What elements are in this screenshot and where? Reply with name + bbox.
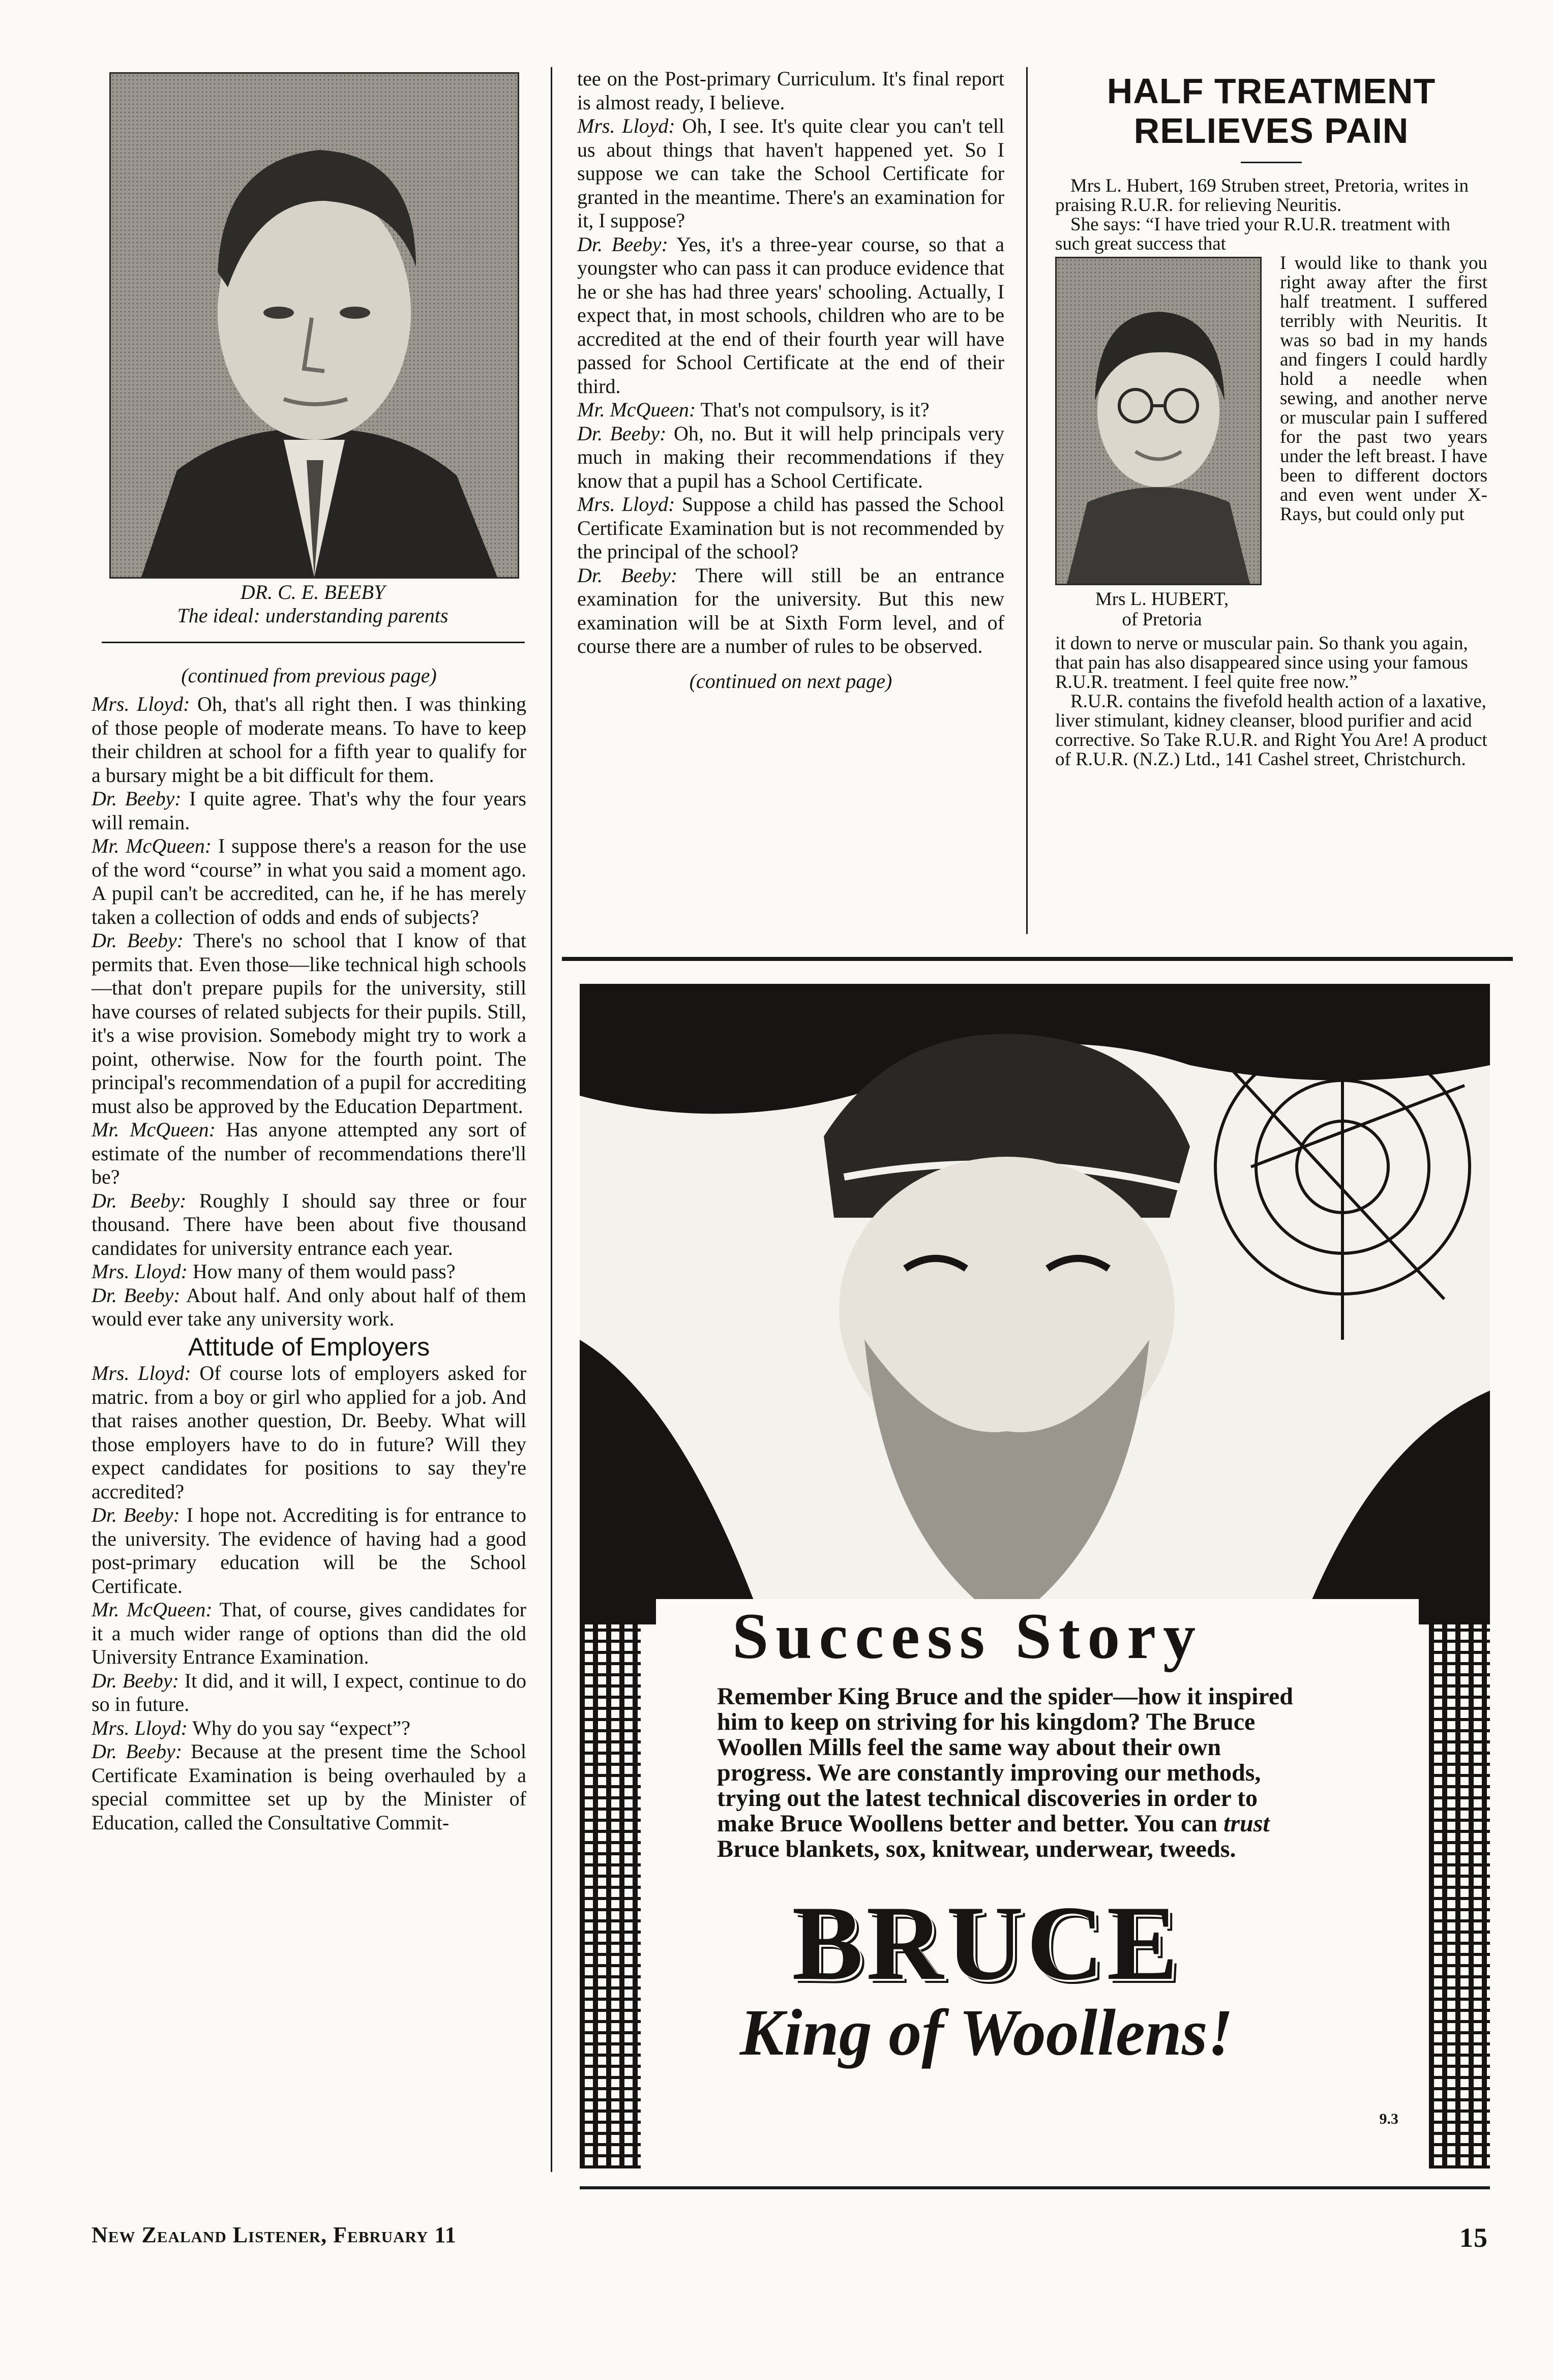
column-1-dialogue bbox=[92, 692, 526, 1331]
dialogue-text: There's no school that I know of that permits that. Even those—like technical high schools—that don't prepare pupils for the university, still have courses of related subjects for their pupils. Still, it's a wise provision. Somebody might try to work a point, otherwise. Now for the fourth point. The principal's recommendation of a pupil for accrediting must also be approved by the Education Department. bbox=[92, 929, 527, 1118]
bruce-body bbox=[717, 1684, 1302, 1862]
hubert-portrait-illustration bbox=[1057, 258, 1260, 584]
bruce-body-trust: trust bbox=[1223, 1810, 1270, 1837]
dialogue-paragraph bbox=[92, 1189, 526, 1260]
speaker-name: Dr. Beeby: bbox=[92, 1283, 181, 1307]
continued-from-note: (continued from previous page) bbox=[181, 664, 437, 687]
dialogue-paragraph bbox=[577, 493, 1004, 564]
speaker-name: Mrs. Lloyd: bbox=[92, 692, 190, 715]
dialogue-paragraph bbox=[92, 1260, 526, 1284]
speaker-name: Mr. McQueen: bbox=[92, 834, 212, 857]
dialogue-paragraph bbox=[92, 1740, 526, 1834]
dialogue-text: Yes, it's a three-year course, so that a youngster who can pass it can produce evidence that he or she has had three years' schooling. Actually, I expect that, in most schools, children who are to be accredited at the end of their fourth year will have passed for School Certificate at the end of their third. bbox=[577, 232, 1004, 398]
column-rule-2 bbox=[1026, 67, 1028, 934]
dialogue-text: Oh, I see. It's quite clear you can't tell us about things that haven't happened yet. So I suppose we can take the School Certificate for granted in the meantime. There's an examination for it, I suppose? bbox=[577, 114, 1005, 232]
bruce-headline: Success Story bbox=[732, 1600, 1203, 1672]
footer-page-number: 15 bbox=[1459, 2222, 1488, 2253]
tartan-border-left bbox=[580, 1579, 641, 2168]
dialogue-text: How many of them would pass? bbox=[187, 1260, 456, 1283]
column-1-dialogue-continued bbox=[92, 1362, 526, 1834]
dialogue-text: About half. And only about half of them would ever take any university work. bbox=[92, 1283, 526, 1330]
subhead-attitude-of-employers: Attitude of Employers bbox=[188, 1332, 430, 1361]
bruce-ad-top-rule bbox=[562, 957, 1513, 961]
speaker-name: Dr. Beeby: bbox=[92, 1189, 187, 1212]
dialogue-paragraph bbox=[92, 1716, 526, 1740]
column-1-text bbox=[92, 664, 526, 1834]
column-rule-1 bbox=[551, 67, 552, 2172]
beeby-caption bbox=[109, 581, 516, 627]
speaker-name: Dr. Beeby: bbox=[577, 563, 678, 587]
bruce-ad-bottom-rule bbox=[580, 2186, 1490, 2189]
beeby-caption-name: DR. C. E. BEEBY bbox=[240, 581, 385, 604]
dialogue-text: Roughly I should say three or four thousand. There have been about five thousand candidates for university entrance each year. bbox=[92, 1189, 526, 1259]
dialogue-text: Oh, no. But it will help principals very much in making their recommendations if they know that a pupil has a School Certificate. bbox=[577, 421, 1004, 492]
speaker-name: Dr. Beeby: bbox=[577, 421, 667, 445]
beeby-caption-text: The ideal: understanding parents bbox=[177, 604, 449, 627]
dialogue-text: Of course lots of employers asked for matric. from a boy or girl who applied for a job. And that raises another question, Dr. Beeby. What will those employers have to do in future? Will they expect candidates for positions to say they're accredited? bbox=[92, 1362, 526, 1503]
dialogue-text: That, of course, gives candidates for it a much wider range of options than did the old University Entrance Examination. bbox=[92, 1598, 526, 1668]
speaker-name: Mr. McQueen: bbox=[92, 1118, 216, 1141]
rur-body bbox=[1055, 176, 1487, 769]
dialogue-paragraph bbox=[92, 787, 526, 834]
bruce-brand-logo: BRUCE bbox=[792, 1884, 1181, 2002]
bruce-advertisement bbox=[580, 984, 1490, 2189]
dialogue-text: That's not compulsory, is it? bbox=[696, 398, 930, 421]
bruce-tagline: King of Woollens! bbox=[739, 1996, 1234, 2069]
rur-says: She says: “I have tried your R.U.R. treatment with such great success that bbox=[1055, 214, 1451, 254]
speaker-name: Dr. Beeby: bbox=[92, 787, 182, 810]
rur-title-line-2: RELIEVES PAIN bbox=[1133, 111, 1409, 150]
dialogue-paragraph bbox=[92, 1284, 526, 1331]
dialogue-text: Because at the present time the School Certificate Examination is being overhauled by a special committee set up by the Minister of Education, called the Consultative Commit- bbox=[92, 1740, 526, 1834]
speaker-name: Dr. Beeby: bbox=[92, 929, 184, 952]
dialogue-text: Has anyone attempted any sort of estimate of the number of recommendations there'll be? bbox=[92, 1118, 526, 1188]
dialogue-text: I suppose there's a reason for the use of the word “course” in what you said a moment ago. A pupil can't be accredited, can he, if he has merely taken a collection of odds and ends of subjects? bbox=[92, 834, 526, 928]
rur-contains: R.U.R. contains the fivefold health action of a laxative, liver stimulant, kidney cleanser, blood purifier and acid corrective. So Take R.U.R. and Right You Are! A product of R.U.R. (N.Z.) Ltd., 141 Cashel street, Christchurch. bbox=[1055, 691, 1487, 770]
dialogue-text: Suppose a child has passed the School Certificate Examination but is not recommended by the principal of the school? bbox=[577, 493, 1004, 563]
hubert-caption-place: of Pretoria bbox=[1122, 609, 1202, 630]
rur-intro: Mrs L. Hubert, 169 Struben street, Pretoria, writes in praising R.U.R. for relieving Neuritis. bbox=[1055, 175, 1469, 216]
dialogue-paragraph bbox=[92, 1362, 526, 1503]
king-bruce-illustration bbox=[580, 984, 1490, 1624]
rur-testimonial-wrap: I would like to thank you right away after the first half treatment. I suffered terribly with Neuritis. It was so bad in my hands and fingers I could hardly hold a needle when sewing, and another nerve or muscular pain I suffered for the past two years under the left breast. I have been to different doctors and even went under X-Rays, but could only put bbox=[1280, 253, 1487, 525]
dialogue-text: I quite agree. That's why the four years will remain. bbox=[92, 787, 526, 834]
dialogue-paragraph bbox=[92, 692, 526, 787]
bruce-ad-code: 9.3 bbox=[1379, 2111, 1398, 2127]
dialogue-text: I hope not. Accrediting is for entrance to the university. The evidence of having had a good post-primary education will be the School Certificate. bbox=[92, 1503, 527, 1598]
speaker-name: Mrs. Lloyd: bbox=[577, 493, 675, 516]
dialogue-text: Oh, that's all right then. I was thinking of those people of moderate means. To have to keep their children at school for a fifth year to qualify for a bursary might be a bit difficult for them. bbox=[92, 692, 526, 787]
footer-publication: New Zealand Listener, February 11 bbox=[92, 2222, 457, 2247]
speaker-name: Mr. McQueen: bbox=[92, 1598, 213, 1621]
hubert-photo bbox=[1055, 257, 1262, 585]
rur-title-line-1: HALF TREATMENT bbox=[1107, 71, 1436, 111]
bruce-body-end: Bruce blankets, sox, knitwear, underwear, tweeds. bbox=[717, 1835, 1236, 1862]
rur-testimonial-after: it down to nerve or muscular pain. So thank you again, that pain has also disappeared since using your famous R.U.R. treatment. I feel quite free now.” bbox=[1055, 633, 1468, 692]
dialogue-text: It did, and it will, I expect, continue to do so in future. bbox=[92, 1669, 526, 1715]
column-2-dialogue bbox=[577, 114, 1004, 658]
dialogue-paragraph bbox=[92, 1598, 526, 1669]
dialogue-paragraph bbox=[577, 422, 1004, 493]
rur-title-rule bbox=[1241, 162, 1302, 163]
dialogue-paragraph bbox=[577, 564, 1004, 658]
speaker-name: Dr. Beeby: bbox=[92, 1669, 179, 1692]
beeby-photo bbox=[109, 72, 519, 579]
dialogue-paragraph bbox=[577, 233, 1004, 399]
dialogue-text: There will still be an entrance examination for the university. But this new examination will be at Sixth Form level, and of course there are a number of rules to be observed. bbox=[577, 563, 1004, 657]
portrait-illustration bbox=[111, 74, 518, 577]
continued-on-note: (continued on next page) bbox=[689, 669, 892, 692]
bruce-copy-panel bbox=[656, 1599, 1419, 2138]
column1-divider bbox=[102, 642, 525, 643]
dialogue-paragraph bbox=[577, 398, 1004, 422]
column-2-text bbox=[577, 67, 1004, 693]
rur-photo-block bbox=[1055, 257, 1269, 630]
speaker-name: Mrs. Lloyd: bbox=[92, 1362, 191, 1384]
dialogue-paragraph bbox=[92, 1503, 526, 1598]
speaker-name: Mrs. Lloyd: bbox=[577, 114, 675, 137]
rur-advertisement bbox=[1055, 71, 1487, 769]
speaker-name: Mrs. Lloyd: bbox=[92, 1260, 188, 1283]
dialogue-paragraph bbox=[92, 1118, 526, 1189]
column-2-lead: tee on the Post-primary Curriculum. It's final report is almost ready, I believe. bbox=[577, 67, 1004, 114]
dialogue-text: Why do you say “expect”? bbox=[187, 1716, 410, 1739]
speaker-name: Dr. Beeby: bbox=[577, 232, 668, 256]
speaker-name: Dr. Beeby: bbox=[92, 1503, 180, 1526]
speaker-name: Mrs. Lloyd: bbox=[92, 1716, 188, 1739]
dialogue-paragraph bbox=[577, 114, 1004, 233]
speaker-name: Mr. McQueen: bbox=[577, 398, 696, 421]
speaker-name: Dr. Beeby: bbox=[92, 1740, 183, 1763]
hubert-caption-name: Mrs L. HUBERT, bbox=[1095, 589, 1229, 610]
dialogue-paragraph bbox=[92, 1669, 526, 1716]
dialogue-paragraph bbox=[92, 834, 526, 929]
dialogue-paragraph bbox=[92, 929, 526, 1118]
tartan-border-right bbox=[1429, 1579, 1490, 2168]
bruce-body-text: Remember King Bruce and the spider—how it inspired him to keep on striving for his kingdom? The Bruce Woollen Mills feel the same way about their own progress. We are constantly improving our methods, trying out the latest technical discoveries in order to make Bruce Woollens better and better. You can bbox=[717, 1683, 1293, 1837]
